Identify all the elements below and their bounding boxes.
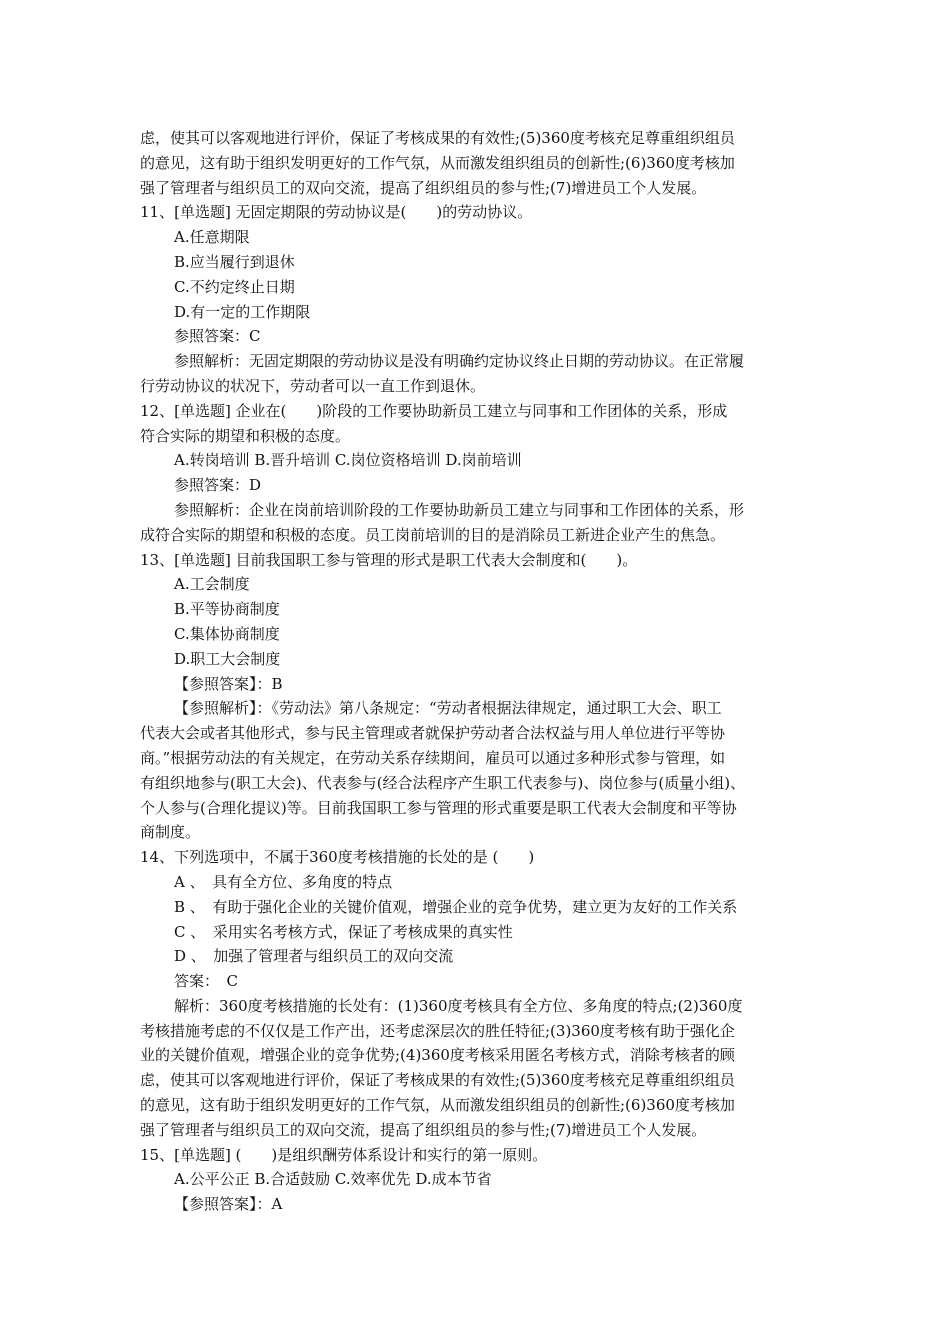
text-line: 15、[单选题] ( )是组织酬劳体系设计和实行的第一原则。 [140, 1145, 548, 1164]
text-line: B.平等协商制度 [174, 600, 280, 619]
text-line: A.任意期限 [174, 228, 250, 247]
text-line: 答案： C [174, 972, 238, 991]
text-line: 虑，使其可以客观地进行评价，保证了考核成果的有效性;(5)360度考核充足尊重组织组员 [140, 1071, 735, 1090]
text-line: 参照答案：C [174, 327, 261, 346]
text-line: D.有一定的工作期限 [174, 302, 311, 321]
text-line: 11、[单选题] 无固定期限的劳动协议是( )的劳动协议。 [140, 203, 533, 222]
text-line: 虑，使其可以客观地进行评价，保证了考核成果的有效性;(5)360度考核充足尊重组织组员 [140, 129, 735, 147]
text-line: 参照解析：企业在岗前培训阶段的工作要协助新员工建立与同事和工作团体的关系，形 [174, 500, 745, 519]
text-line: D 、 加强了管理者与组织员工的双向交流 [174, 947, 454, 966]
text-line: B.应当履行到退休 [174, 252, 295, 271]
text-line: 参照解析：无固定期限的劳动协议是没有明确约定协议终止日期的劳动协议。在正常履 [174, 352, 745, 371]
text-line: A 、 具有全方位、多角度的特点 [174, 872, 393, 891]
text-line: 符合实际的期望和积极的态度。 [140, 426, 351, 445]
text-line: C.集体协商制度 [174, 624, 280, 643]
text-line: 行劳动协议的状况下，劳动者可以一直工作到退休。 [140, 376, 486, 395]
text-line: A.工会制度 [174, 575, 250, 594]
text-line: 的意见，这有助于组织发明更好的工作气氛，从而激发组织组员的创新性;(6)360度考核加 [140, 1096, 735, 1115]
document-page [140, 126, 820, 1217]
text-line: 参照答案：D [174, 476, 262, 495]
text-line: B 、 有助于强化企业的关键价值观，增强企业的竞争优势，建立更为友好的工作关系 [174, 897, 738, 916]
text-line: 12、[单选题] 企业在( )阶段的工作要协助新员工建立与同事和工作团体的关系，形成 [140, 401, 728, 420]
text-line: 【参照答案】：B [174, 674, 283, 693]
text-line: 强了管理者与组织员工的双向交流，提高了组织组员的参与性;(7)增进员工个人发展。 [140, 1120, 707, 1139]
text-line: 有组织地参与(职工大会)、代表参与(经合法程序产生职工代表参与)、岗位参与(质量小组)、 [140, 773, 746, 792]
text-line: 商。”根据劳动法的有关规定，在劳动关系存续期间，雇员可以通过多种形式参与管理，如 [140, 748, 726, 767]
text-line: 解析：360度考核措施的长处有：(1)360度考核具有全方位、多角度的特点;(2)360度 [174, 996, 743, 1015]
text-line: 考核措施考虑的不仅仅是工作产出，还考虑深层次的胜任特征;(3)360度考核有助于强化企 [140, 1021, 735, 1040]
text-line: 的意见，这有助于组织发明更好的工作气氛，从而激发组织组员的创新性;(6)360度考核加 [140, 153, 735, 172]
text-line: D.职工大会制度 [174, 649, 281, 668]
text-line: 个人参与(合理化提议)等。目前我国职工参与管理的形式重要是职工代表大会制度和平等协 [140, 798, 737, 817]
text-line: 【参照答案】：A [174, 1195, 283, 1214]
text-line: 14、下列选项中，不属于360度考核措施的长处的是 ( ) [140, 848, 535, 867]
text-line: C 、 采用实名考核方式，保证了考核成果的真实性 [174, 922, 513, 941]
text-line: 成符合实际的期望和积极的态度。员工岗前培训的目的是消除员工新进企业产生的焦急。 [140, 525, 726, 544]
text-line: 13、[单选题] 目前我国职工参与管理的形式是职工代表大会制度和( )。 [140, 550, 638, 569]
text-line: C.不约定终止日期 [174, 277, 295, 296]
text-line: 代表大会或者其他形式，参与民主管理或者就保护劳动者合法权益与用人单位进行平等协 [140, 724, 726, 743]
text-line: A.公平公正 B.合适鼓励 C.效率优先 D.成本节省 [174, 1170, 492, 1189]
text-line: 【参照解析】：《劳动法》第八条规定：“劳动者根据法律规定，通过职工大会、职工 [174, 699, 722, 718]
text-line: 商制度。 [140, 823, 201, 842]
text-line: 业的关键价值观，增强企业的竞争优势;(4)360度考核采用匿名考核方式，消除考核者的顾 [140, 1046, 735, 1065]
text-line: 强了管理者与组织员工的双向交流，提高了组织组员的参与性;(7)增进员工个人发展。 [140, 178, 707, 197]
text-line: A.转岗培训 B.晋升培训 C.岗位资格培训 D.岗前培训 [174, 451, 522, 470]
